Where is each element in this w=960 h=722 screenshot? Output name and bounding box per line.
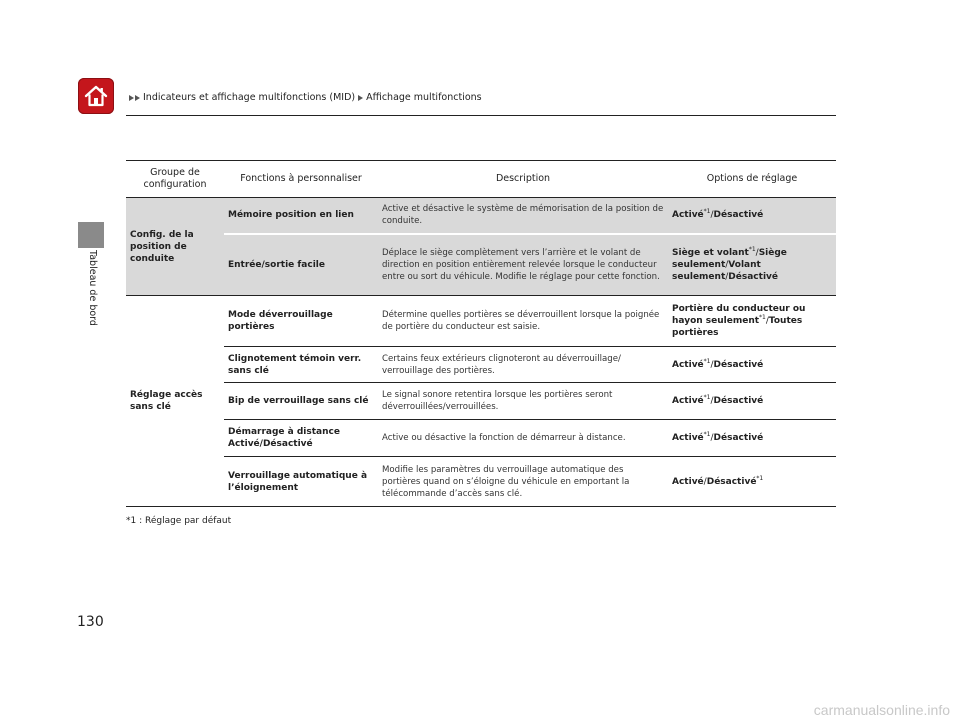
header-function: Fonctions à personnaliser: [224, 161, 378, 198]
header-divider: [126, 115, 836, 116]
table-row: [126, 347, 836, 383]
option-separator: /: [710, 359, 714, 370]
option-value: Désactivé: [713, 210, 764, 221]
description-cell: Le signal sonore retentira lorsque les portières seront déverrouillées/verrouillées.: [378, 383, 668, 420]
option-separator: /: [725, 271, 729, 282]
option-value: Désactivé: [706, 476, 757, 487]
footnote-ref: *1: [759, 314, 766, 321]
table-header-row: [126, 161, 836, 198]
breadcrumb-arrow-icon: [129, 95, 141, 101]
options-cell: [668, 234, 836, 296]
footnote-ref: *1: [748, 245, 756, 253]
function-cell: Mode déverrouillage portières: [224, 296, 378, 347]
table-row: [126, 296, 836, 347]
table-row: [126, 457, 836, 507]
option-value: Activé: [672, 433, 704, 443]
option-value: Volant seulement: [672, 259, 761, 282]
footnote-ref: *1: [703, 431, 711, 438]
option-separator: /: [703, 476, 707, 487]
option-value: Désactivé: [728, 271, 778, 282]
footnote-ref: *1: [703, 357, 711, 365]
option-separator: /: [765, 316, 769, 326]
option-value: Toutes portières: [672, 316, 803, 338]
options-cell: [668, 383, 836, 420]
option-value: Portière du conducteur ou hayon seulement: [672, 304, 806, 326]
option-value: Désactivé: [713, 433, 764, 443]
function-cell: Verrouillage automatique à l’éloignement: [224, 457, 378, 507]
option-value: Activé: [672, 210, 704, 221]
breadcrumb-item-affichage[interactable]: Affichage multifonctions: [366, 92, 482, 103]
header-group: Groupe de configuration: [126, 161, 224, 198]
breadcrumb-item-mid[interactable]: Indicateurs et affichage multifonctions (MID): [143, 92, 356, 103]
option-separator: /: [725, 259, 729, 270]
function-cell: Mémoire position en lien: [224, 198, 378, 234]
table-row: [126, 234, 836, 296]
option-value: Désactivé: [713, 396, 764, 406]
option-value: Activé: [672, 359, 704, 370]
option-separator: /: [710, 396, 714, 406]
table-row: [126, 198, 836, 234]
group-cell: Config. de la position de conduite: [126, 198, 224, 296]
options-cell: [668, 457, 836, 507]
table-row: [126, 420, 836, 457]
option-separator: /: [710, 433, 714, 443]
description-cell: Active et désactive le système de mémorisation de la position de conduite.: [378, 198, 668, 234]
footnote: *1 : Réglage par défaut: [126, 516, 232, 526]
options-cell: [668, 296, 836, 347]
function-cell: Clignotement témoin verr. sans clé: [224, 347, 378, 383]
function-cell: Démarrage à distance Activé/Désactivé: [224, 420, 378, 457]
option-value: Désactivé: [713, 359, 764, 370]
options-cell: [668, 198, 836, 234]
option-value: Activé: [672, 396, 704, 406]
settings-table: [126, 160, 836, 507]
description-cell: Modifie les paramètres du verrouillage automatique des portières quand on s’éloigne du véhicule en emportant la télécommande d’accès sans clé.: [378, 457, 668, 507]
footnote-ref: *1: [703, 208, 711, 216]
description-cell: Active ou désactive la fonction de démarreur à distance.: [378, 420, 668, 457]
footnote-ref: *1: [703, 394, 711, 401]
function-cell: Entrée/sortie facile: [224, 234, 378, 296]
footnote-ref: *1: [756, 474, 764, 482]
page-number: 130: [77, 614, 104, 630]
section-tab-marker: [78, 222, 104, 248]
function-cell: Bip de verrouillage sans clé: [224, 383, 378, 420]
option-value: Siège seulement: [672, 247, 787, 270]
breadcrumb-arrow-icon: [358, 95, 364, 101]
breadcrumb: [126, 92, 482, 103]
description-cell: Certains feux extérieurs clignoteront au déverrouillage/ verrouillage des portières.: [378, 347, 668, 383]
home-icon: [83, 83, 109, 109]
option-value: Siège et volant: [672, 247, 749, 258]
options-cell: [668, 420, 836, 457]
description-cell: Déplace le siège complètement vers l’arrière et le volant de direction en position entièrement relevée lorsque le conducteur entre ou sort du véhicule. Modifie le réglage pour cette fonction.: [378, 234, 668, 296]
option-separator: /: [710, 210, 714, 221]
table-row: [126, 383, 836, 420]
section-tab-label: Tableau de bord: [87, 250, 98, 326]
header-description: Description: [378, 161, 668, 198]
option-value: Activé: [672, 476, 704, 487]
header-options: Options de réglage: [668, 161, 836, 198]
watermark: carmanualsonline.info: [813, 702, 950, 718]
option-separator: /: [755, 247, 759, 258]
home-button[interactable]: [78, 78, 114, 114]
description-cell: Détermine quelles portières se déverrouillent lorsque la poignée de portière du conducteur est saisie.: [378, 296, 668, 347]
group-cell: Réglage accès sans clé: [126, 296, 224, 507]
options-cell: [668, 347, 836, 383]
